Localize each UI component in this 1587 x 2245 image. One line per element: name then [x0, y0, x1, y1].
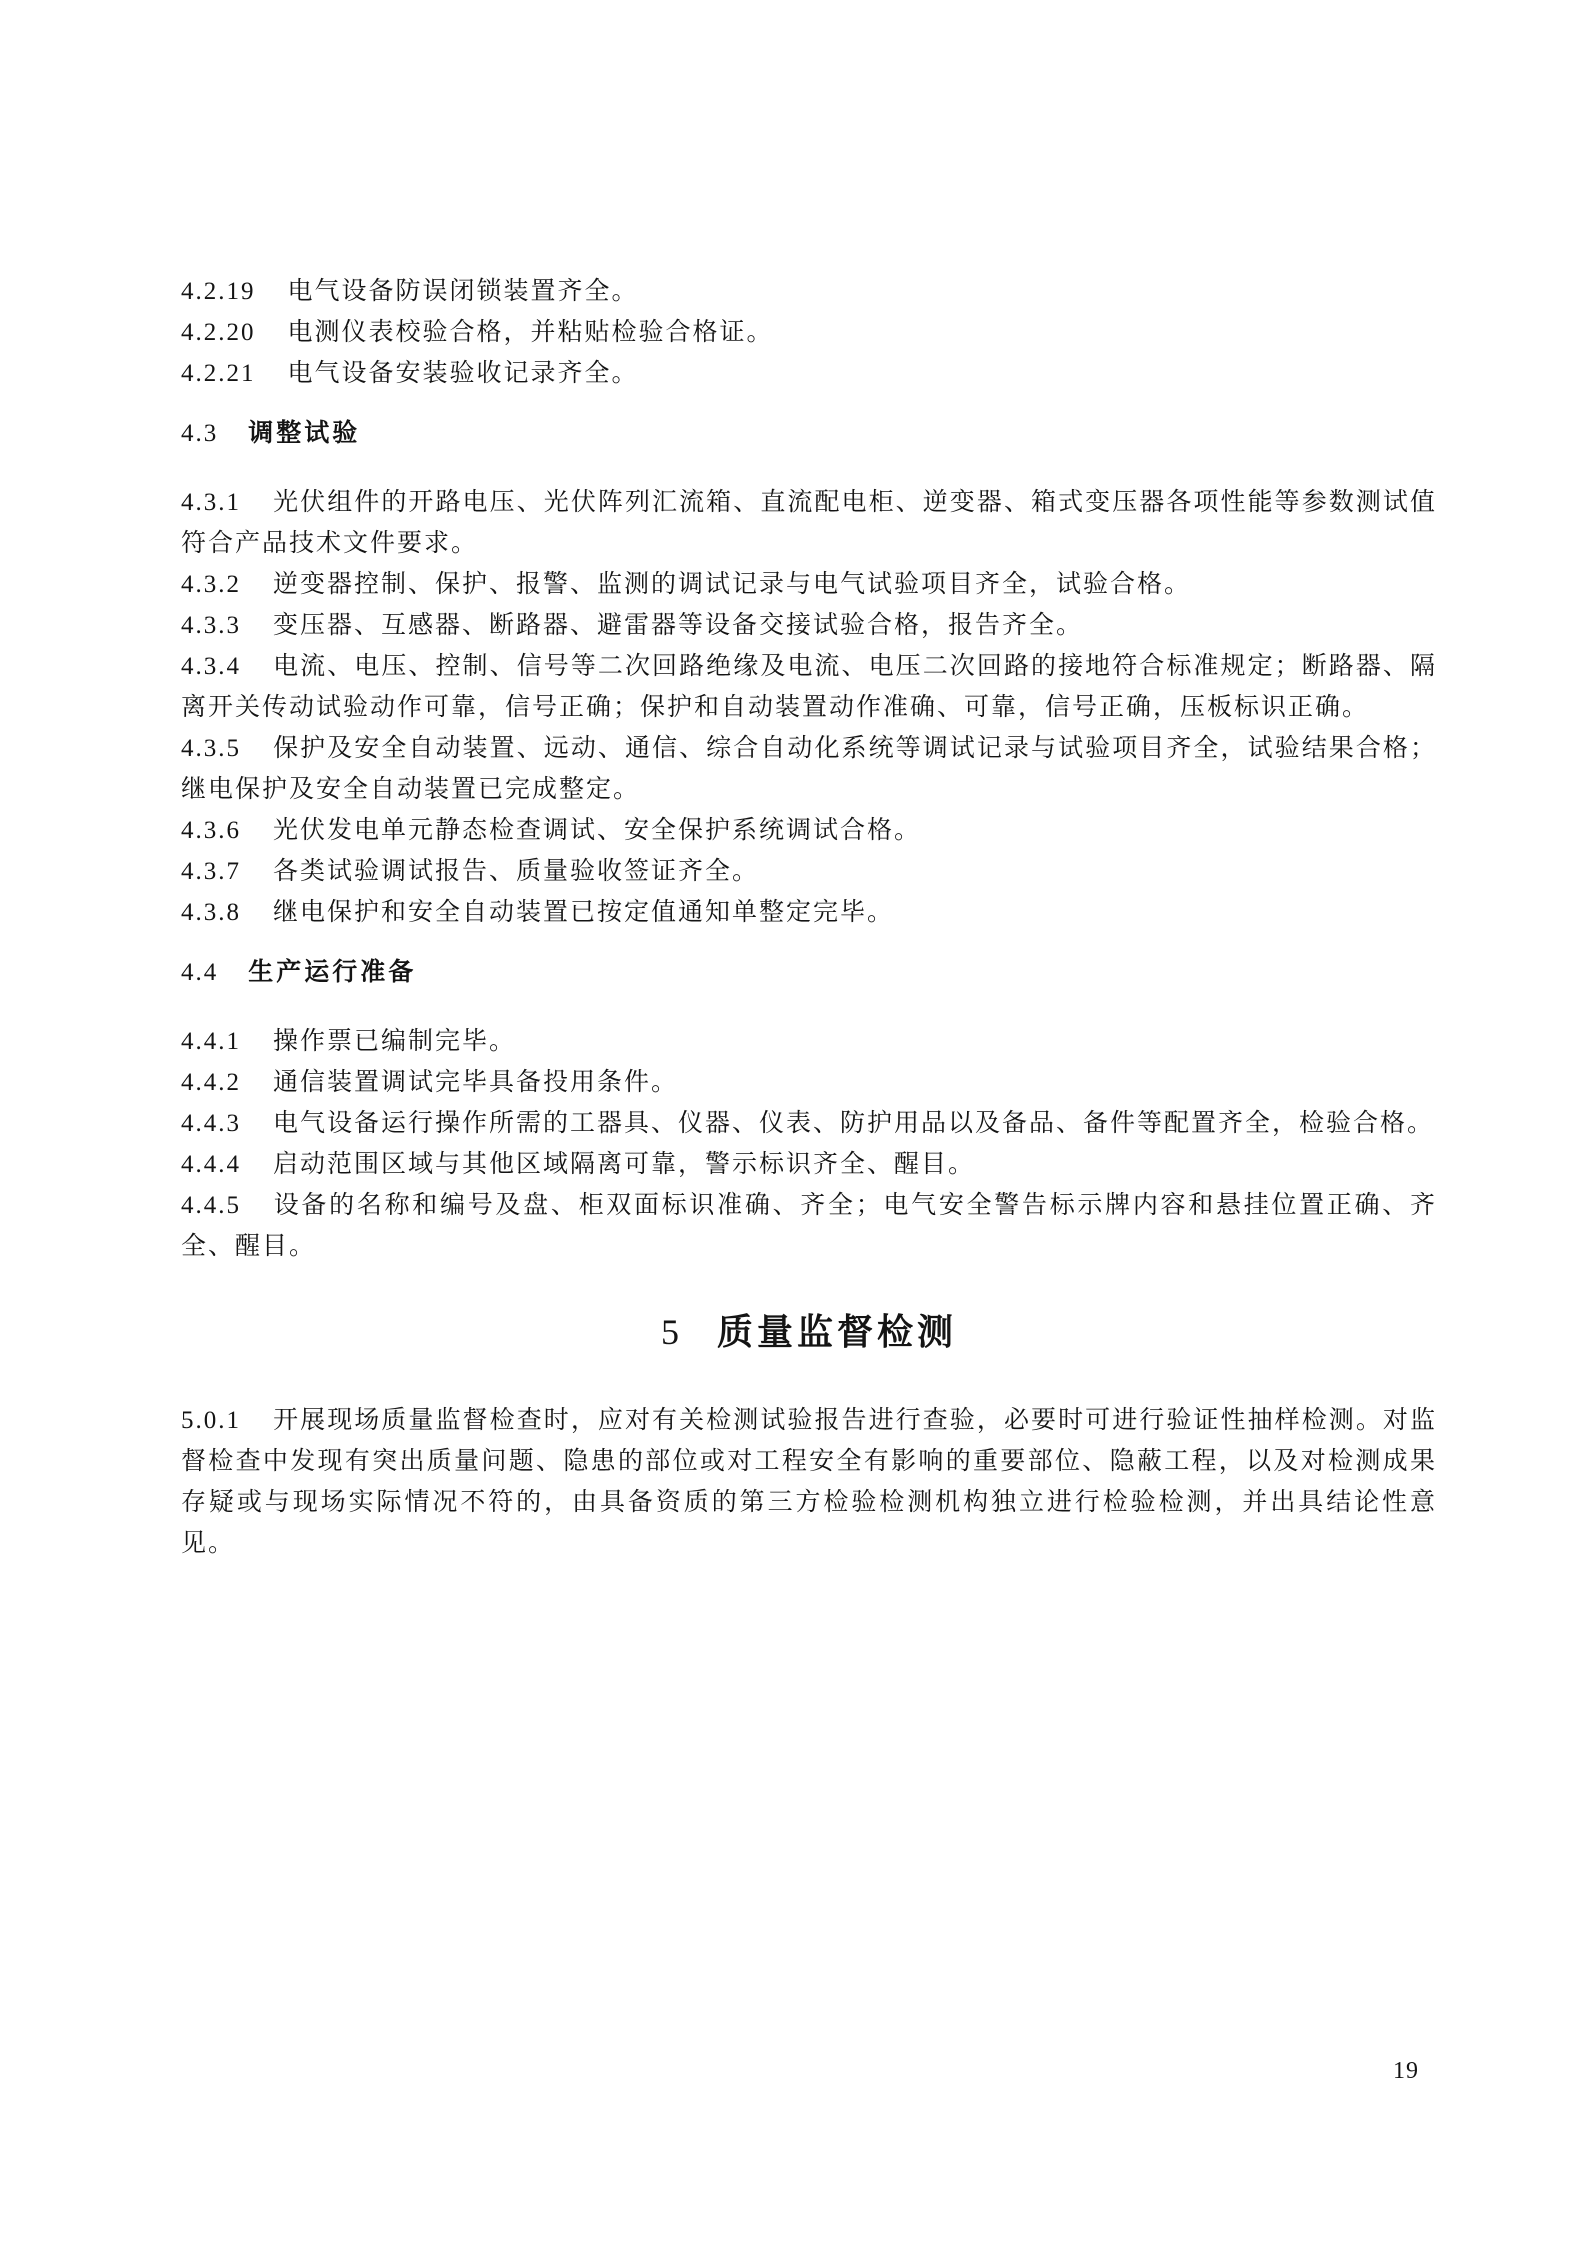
- clause-number: 4.2.20: [181, 319, 256, 346]
- chapter-number: 5: [660, 1312, 679, 1352]
- clause-number: 4.3.7: [181, 858, 241, 885]
- clause-4-2-21: [181, 353, 1437, 394]
- section-number: 4.3: [181, 420, 219, 447]
- clause-number: 4.3.1: [181, 489, 241, 516]
- clause-number: 4.4.2: [181, 1069, 241, 1096]
- clause-number: 4.4.1: [181, 1028, 241, 1055]
- clause-text: 继电保护和安全自动装置已按定值通知单整定完毕。: [273, 899, 895, 926]
- clause-text: 保护及安全自动装置、远动、通信、综合自动化系统等调试记录与试验项目齐全，试验结果合格；继电保护及安全自动装置已完成整定。: [181, 735, 1437, 803]
- clause-text: 电流、电压、控制、信号等二次回路绝缘及电流、电压二次回路的接地符合标准规定；断路器、隔离开关传动试验动作可靠，信号正确；保护和自动装置动作准确、可靠，信号正确，压板标识正确。: [181, 653, 1437, 721]
- clause-text: 电测仪表校验合格，并粘贴检验合格证。: [287, 319, 774, 346]
- clause-4-4-1: [181, 1021, 1437, 1062]
- clause-text: 开展现场质量监督检查时，应对有关检测试验报告进行查验，必要时可进行验证性抽样检测。对监督检查中发现有突出质量问题、隐患的部位或对工程安全有影响的重要部位、隐蔽工程，以及对检测成果存疑或与现场实际情况不符的，由具备资质的第三方检验检测机构独立进行检验检测，并出具结论性意见。: [181, 1407, 1437, 1557]
- clause-text: 设备的名称和编号及盘、柜双面标识准确、齐全；电气安全警告标示牌内容和悬挂位置正确、齐全、醒目。: [181, 1192, 1437, 1260]
- clause-number: 4.4.3: [181, 1110, 241, 1137]
- clause-4-2-19: [181, 271, 1437, 312]
- clause-text: 操作票已编制完毕。: [273, 1028, 517, 1055]
- clause-text: 变压器、互感器、断路器、避雷器等设备交接试验合格，报告齐全。: [273, 612, 1084, 639]
- chapter-title: 质量监督检测: [716, 1311, 957, 1352]
- clause-number: 5.0.1: [181, 1407, 241, 1434]
- clause-text: 光伏组件的开路电压、光伏阵列汇流箱、直流配电柜、逆变器、箱式变压器各项性能等参数测试值符合产品技术文件要求。: [181, 489, 1437, 557]
- clause-number: 4.4.5: [181, 1192, 241, 1219]
- clause-4-3-4: [181, 646, 1437, 728]
- clause-text: 电气设备防误闭锁装置齐全。: [287, 278, 639, 305]
- clause-text: 启动范围区域与其他区域隔离可靠，警示标识齐全、醒目。: [273, 1151, 976, 1178]
- chapter-heading-5: [181, 1309, 1437, 1355]
- clause-4-3-8: [181, 892, 1437, 933]
- clause-4-3-5: [181, 728, 1437, 810]
- clause-4-3-6: [181, 810, 1437, 851]
- clause-text: 电气设备安装验收记录齐全。: [287, 360, 639, 387]
- clause-4-3-3: [181, 605, 1437, 646]
- clause-number: 4.3.4: [181, 653, 241, 680]
- clause-number: 4.3.5: [181, 735, 241, 762]
- clause-text: 光伏发电单元静态检查调试、安全保护系统调试合格。: [273, 817, 922, 844]
- section-title: 生产运行准备: [248, 958, 417, 986]
- page-number: 19: [1393, 2058, 1419, 2084]
- clause-text: 各类试验调试报告、质量验收签证齐全。: [273, 858, 760, 885]
- clause-number: 4.3.8: [181, 899, 241, 926]
- clause-4-2-20: [181, 312, 1437, 353]
- section-title: 调整试验: [248, 419, 361, 447]
- clause-4-4-5: [181, 1185, 1437, 1267]
- clause-number: 4.3.2: [181, 571, 241, 598]
- section-number: 4.4: [181, 959, 219, 986]
- clause-5-0-1: [181, 1400, 1437, 1564]
- section-heading-4-4: [181, 952, 1437, 993]
- clause-number: 4.3.6: [181, 817, 241, 844]
- clause-number: 4.2.21: [181, 360, 256, 387]
- clause-4-3-7: [181, 851, 1437, 892]
- document-body: [181, 271, 1437, 1564]
- clause-4-3-2: [181, 564, 1437, 605]
- clause-4-4-4: [181, 1144, 1437, 1185]
- clause-text: 通信装置调试完毕具备投用条件。: [273, 1069, 679, 1096]
- clause-number: 4.2.19: [181, 278, 256, 305]
- clause-number: 4.4.4: [181, 1151, 241, 1178]
- section-heading-4-3: [181, 413, 1437, 454]
- clause-4-4-3: [181, 1103, 1437, 1144]
- clause-4-4-2: [181, 1062, 1437, 1103]
- clause-4-3-1: [181, 482, 1437, 564]
- clause-number: 4.3.3: [181, 612, 241, 639]
- clause-text: 电气设备运行操作所需的工器具、仪器、仪表、防护用品以及备品、备件等配置齐全，检验合格。: [273, 1110, 1435, 1137]
- clause-text: 逆变器控制、保护、报警、监测的调试记录与电气试验项目齐全，试验合格。: [273, 571, 1192, 598]
